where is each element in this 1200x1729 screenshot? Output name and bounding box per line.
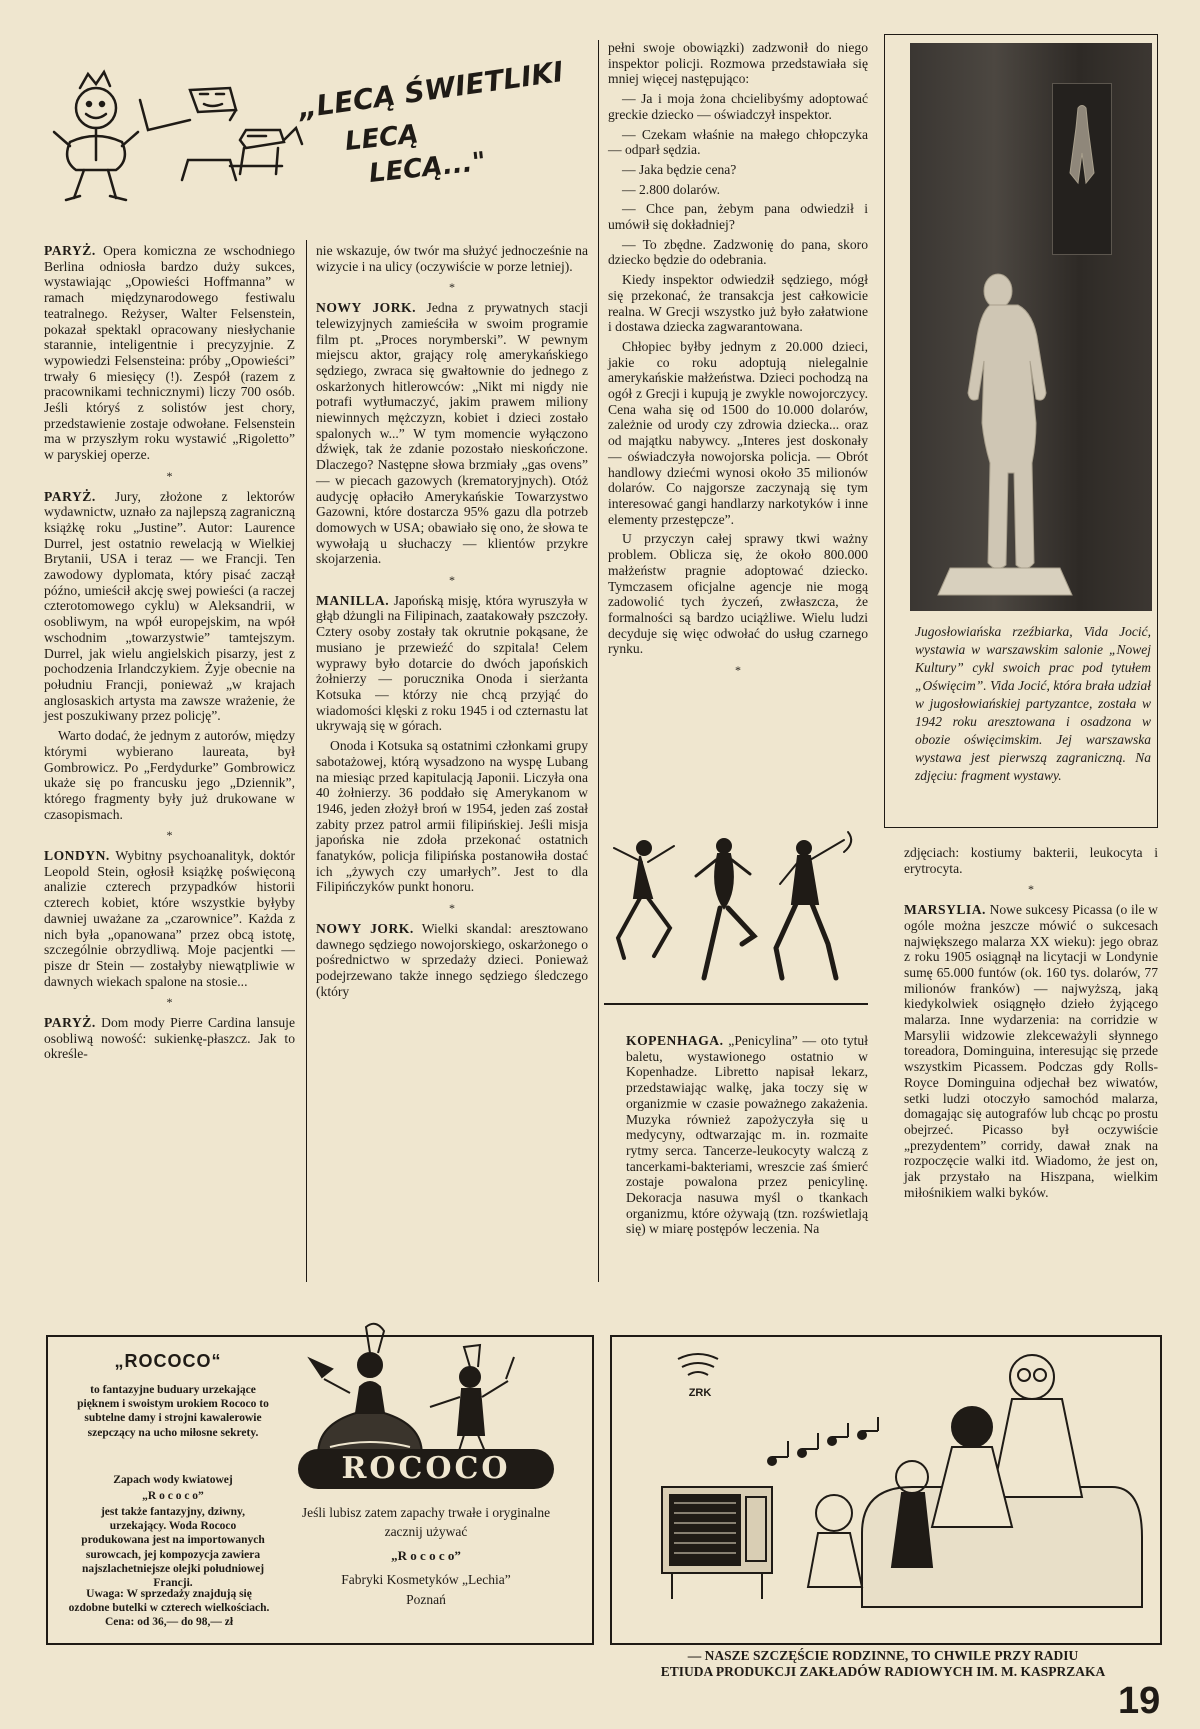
article-skandal-cont: pełni swoje obowiązki) zadzwonił do niego inspektor policji. Rozmowa przedstawiała się mniej więcej następująco: (608, 40, 868, 87)
place-nowy-jork-2: NOWY JORK. (316, 920, 414, 936)
radio-advertisement (610, 1335, 1162, 1645)
column-divider (598, 40, 599, 1282)
separator-star: * (449, 901, 455, 916)
header-title-line1: „LECĄ ŚWIETLIKI (296, 55, 566, 125)
paragraph-przyczyny: U przyczyn całej sprawy tkwi ważny problem. Oblicza się, że około 800.000 małżeństw pragnie adoptować dziecko. Tymczasem oficjalne agencje nie mogą zadowolić tych życzeń, zwłaszcza, że formalności są bardzo uciążliwe. Wielu ludzi decyduje się więc odwołać do usług czarnego rynku. (608, 531, 868, 657)
article-picasso: Nowe sukcesy Picassa (o ile w ogóle można jeszcze mówić o sukcesach największego malarza XX wieku): jego obraz z roku 1905 osiągnął na licytacji w Londynie sumę 65.000 funtów (ok. 160 tys. dolarów, 77 milionów franków) — najwyższą, jaką kiedykolwiek osiągnęło dzieło żyjącego malarza. Inne wydarzenia: na corridzie w Marsylii widzowie zlekceważyli słynnego toreadora, Dominguina, interesując się przede wszystkim Picassem. Podczas gdy Rolls-Royce Dominguina odjechał bez wiwatów, setki ludzi otoczyło samochód malarza, domagając się autografów lub chcąc po prostu obejrzeć. Picasso był oczywiście „prezydentem” corridy, dawał znak na rozpoczęcie walki itd. Wiadomo, że jest on, jak przystało na Hiszpana, wielkim miłośnikiem walki byków. (904, 902, 1158, 1200)
column-3 (608, 40, 868, 683)
header-title-line3: LECĄ..." (367, 146, 488, 189)
place-paryz-3: PARYŻ. (44, 1015, 96, 1031)
sculpture-photo-caption: Jugosłowiańska rzeźbiarka, Vida Jocić, wystawia w warszawskim salonie „Nowej Kultury” cykl swoich prac pod tytułem „Oświęcim”. Vida Jocić, która brała udział w jugosłowiańskiej partyzantce, została w 1942 roku aresztowana i osadzona w obozie oświęcimskim. Jej warszawska wystawa jest pierwszą zagraniczną. Na zdjęciu: fragment wystawy. (915, 624, 1151, 783)
column-divider (306, 240, 307, 1282)
header-title-line2: LECĄ (343, 119, 420, 157)
rococo-ad-city: Poznań (406, 1592, 446, 1607)
separator-star: * (449, 280, 455, 295)
page-number: 19 (1118, 1680, 1161, 1722)
dialogue-3: — Jaka będzie cena? (622, 161, 737, 177)
place-paryz-1: PARYŻ. (44, 243, 96, 258)
dialogue-2: — Czekam właśnie na małego chłopczyka — odparł sędzia. (608, 126, 868, 158)
sculpture-photo (910, 43, 1152, 611)
column-4 (904, 845, 1158, 1204)
place-kopenhaga: KOPENHAGA. (626, 1033, 724, 1048)
radio-ad-caption (606, 1648, 1160, 1680)
dialogue-4: — 2.800 dolarów. (622, 181, 721, 197)
column-3-lower (626, 1033, 868, 1241)
article-penicylina-cont: zdjęciach: kostiumy bakterii, leukocyta i erytrocyta. (904, 845, 1158, 876)
rococo-ad-text-3: „R o c o c o” (142, 1490, 204, 1502)
article-manilla: Japońską misję, która wyruszyła w głąb dżungli na Filipinach, zaatakowały pszczoły. Cztery osoby zostały tak okrutnie pokąsane, że musiano je przewieźć do szpitala! Celem wyprawy było dotarcie do dwóch japońskich żołnierzy — porucznika Onoda i sierżanta Kotsuka — którzy nie chcą przyjąć do wiadomości klęski z roku 1945 i od czternastu lat ukrywają się w górach. (316, 592, 588, 734)
separator-star: * (735, 663, 741, 678)
column-2 (316, 243, 588, 1003)
header-cartoon-illustration (40, 55, 566, 220)
column-1 (44, 243, 295, 1066)
place-londyn: LONDYN. (44, 848, 110, 864)
separator-star: * (166, 828, 173, 843)
dialogue-6: — To zbędne. Zadzwonię do pana, skoro dziecko będzie do odebrania. (608, 236, 868, 268)
article-stein: Wybitny psychoanalityk, doktór Leopold Stein, ogłosił książkę poświęconą analizie czterech przypadków historii czterech kobiet, które wszystkie byłyby dawniej uważane za „czarownice”. Każda z nich była „opanowana” przez obcą istotę, szczególnie obrzydliwą. Moje pacjentki — pisze dr Stein — zostałyby niewątpliwie w dawnych wiekach spalone na stosie... (44, 848, 296, 989)
place-manilla: MANILLA. (316, 592, 390, 608)
paragraph-inspektor: Kiedy inspektor odwiedził sędziego, mógł się przekonać, że transakcja jest całkowicie realna. W Grecji wszystko już było załatwione i dostawa dziecka zagwarantowana. (608, 272, 868, 335)
rococo-banner: ROCOCO (298, 1449, 554, 1489)
rococo-ad-title: „ROCOCO“ (114, 1351, 222, 1371)
place-marsylia: MARSYLIA. (904, 902, 986, 918)
rococo-ad-brand: „R o c o c o” (391, 1548, 461, 1563)
paragraph-chlopiec: Chłopiec byłby jednym z 20.000 dzieci, jakie co roku adoptują nielegalnie amerykańskie małżeństwa. Dzieci pochodzą na ogół z Grecji i kupują je zwykle nowojorczycy. Cena waha się od 1500 do 10.000 dolarów, zależnie od urody czy zdrowia dziecka... oraz od majątku nabywcy. „Interes jest doskonały — oświadczyła nowojorska policja. — Obrót handlowy dziećmi wynosi około 35 milionów dolarów. Co najgorsze zaczynają się tym interesować gangi handlarzy narkotyków i inne elementy przestępcze”. (608, 338, 868, 527)
article-justine-cont: Warto dodać, że jednym z autorów, między którymi wybierano laureata, był Gombrowicz. Po „Ferdydurke” Gombrowicz ukaże się po francusku jego „Dziennik”, którego fragmenty były już drukowane w czasopismach. (44, 728, 295, 822)
zrk-logo: ZRK (688, 1387, 712, 1399)
rococo-ad-text-4: jest także fantazyjny, dziwny, urzekający. Woda Rococo produkowana jest na importowanych surowcach, jej kompozycja zawiera najszlachetniejsze olejki południowej Francji. (81, 1506, 265, 1590)
article-penicylina: „Penicylina” — oto tytuł baletu, wystawionego ostatnio w Kopenhadze. Libretto napisał lekarz, przedstawiając walkę, jaka toczy się w organizmie w czasie poważnego zakażenia. Muzyka również zapożyczyła się u medycyny, odtwarzając m. in. rozmaite rytmy serca. Tancerze-leukocyty walczą z tancerkami-bakteriami, wreszcie zaś śmierć zostaje powalona przez penicylinę. Dekoracja nasuwa myśl o tkankach organizmu, które ożywają (tzn. rozświetlają się) w miarę postępów leczenia. Na (626, 1033, 868, 1237)
radio-ad-caption-line2: ETIUDA PRODUKCJI ZAKŁADÓW RADIOWYCH IM. M. KASPRZAKA (660, 1664, 1106, 1679)
separator-star: * (449, 573, 455, 588)
rococo-ad-company: Fabryki Kosmetyków „Lechia” (341, 1572, 511, 1587)
radio-ad-caption-line1: — NASZE SZCZĘŚCIE RODZINNE, TO CHWILE PRZY RADIU (687, 1648, 1079, 1663)
article-manilla-cont: Onoda i Kotsuka są ostatnimi członkami grupy sabotażowej, którą wysadzono na wyspę Lubang na miesiąc przed kapitulacją Japonii. Liczyła ona 40 żołnierzy. 36 poddało się Amerykanom w 1946, jeden złożył broń w 1954, jeden zaś został zabity przez patrol armii filipińskiej. Jeśli misja japońska nie zdoła przekonać ostatnich fanatyków, policja filipińska postanowiła dostać ich „żywych czy umarłych”. Jest to dla Filipińczyków punkt honoru. (316, 738, 588, 895)
dialogue-1: — Ja i moja żona chcielibyśmy adoptować greckie dziecko — oświadczył inspektor. (608, 91, 868, 122)
ballet-dancers-illustration (604, 828, 870, 996)
illustration-underline (604, 1003, 868, 1005)
rococo-ad-text-1: to fantazyjne buduary urzekające pięknem i swoistym urokiem Rococo to subtelne damy i strojni kawalerowie szepczący na ucho miłosne sekrety. (77, 1384, 269, 1439)
article-cardin: Dom mody Pierre Cardina lansuje osobliwą nowość: sukienkę-płaszcz. Jak to określe- (44, 1015, 295, 1062)
separator-star: * (1028, 882, 1034, 897)
article-justine: Jury, złożone z lektorów wydawnictw, uznało za najlepszą zagraniczną książkę roku „Justine”. Autor: Laurence Durrel, jest ostatnio rewelacją w Wielkiej Brytanii, USA i teraz — we Francji. Ten zawodowy dyplomata, który pisać zaczął późno, umieścił akcję swej powieści (a raczej czterotomowego cyklu) w Aleksandrii, w osobliwym, na wpół europejskim, na wpół wschodnim „towarzystwie” tamtejszym. Durrel, jak wielu angielskich pisarzy, jest z pochodzenia Irlandczykiem. Żyje obecnie na południu Francji, ponieważ „w krajach anglosaskich artysta ma zawsze wrażenie, że jest poszukiwany przez policję”. (44, 488, 295, 724)
sculpture-photo-box (884, 34, 1158, 828)
place-nowy-jork-1: NOWY JORK. (316, 300, 416, 316)
separator-star: * (166, 995, 173, 1010)
dialogue-5: — Chce pan, żebym pana odwiedził i umówił się dokładniej? (608, 201, 868, 233)
rococo-ad-text-2: Zapach wody kwiatowej (113, 1474, 233, 1486)
place-paryz-2: PARYŻ. (44, 488, 96, 504)
article-norymberski: Jedna z prywatnych stacji telewizyjnych zamieściła w swoim programie film pt. „Proces norymberski”. W pewnym miejscu aktor, grający rolę amerykańskiego sędziego, zwraca się gwałtownie do jednego z oskarżonych hitlerowców: „Nikt mi nigdy nie potrafi wytłumaczyć, jakim prawem miliony niewinnych mężczyzn, kobiet i dzieci zostało spalonych w...” W tym momencie wyłączono dźwięk, tak że zdanie pozostało nieskończone. Dlaczego? Następne słowa brzmiały „gas ovens” — w piecach gazowych (krematoryjnych). Otóż audycję opłaciło Amerykańskie Towarzystwo Gazowni, które dostarcza 95% gazu dla potrzeb domowych w USA; obawiało się ono, że słowa te wywołają u słuchaczy — klientów przykre skojarzenia. (316, 300, 588, 567)
article-opera: Opera komiczna ze wschodniego Berlina odniosła bardzo duży sukces, wystawiając „Opowieści Hoffmanna” w ramach międzynarodowego festiwalu teatralnego. Reżyser, Walter Felsenstein, pokazał spektakl opracowany niesłychanie starannie, inteligentnie i precyzyjnie. Z wypowiedzi Felsensteina: próby „Opowieści” trwały 6 miesięcy (!). Zespół (razem z pracownikami technicznymi) liczy 700 osób. Jeśli któryś z solistów jest chory, przedstawienie zostaje odwołane. Felsenstein ma w przyszłym roku wystawić „Rigoletto” w paryskiej operze. (44, 243, 295, 463)
separator-star: * (166, 468, 173, 483)
rococo-ad-slogan: Jeśli lubisz zatem zapachy trwałe i oryginalne zacznij używać (301, 1505, 551, 1539)
article-skandal: Wielki skandal: aresztowano dawnego sędziego nowojorskiego, oskarżonego o pośrednictwo w sprzedaży dzieci. Ponieważ podejrzewano także innego sędziego śledczego (który (316, 920, 588, 999)
rococo-ad-text-5: Uwaga: W sprzedaży znajdują się ozdobne butelki w czterech wielkościach. Cena: od 36,— do 98,— zł (68, 1588, 270, 1629)
article-cardin-cont: nie wskazuje, ów twór ma służyć jednocześnie na wizycie i na ulicy (oczywiście w porze letniej). (316, 243, 588, 274)
radio-family-illustration (612, 1337, 1160, 1643)
rococo-advertisement (46, 1335, 594, 1645)
